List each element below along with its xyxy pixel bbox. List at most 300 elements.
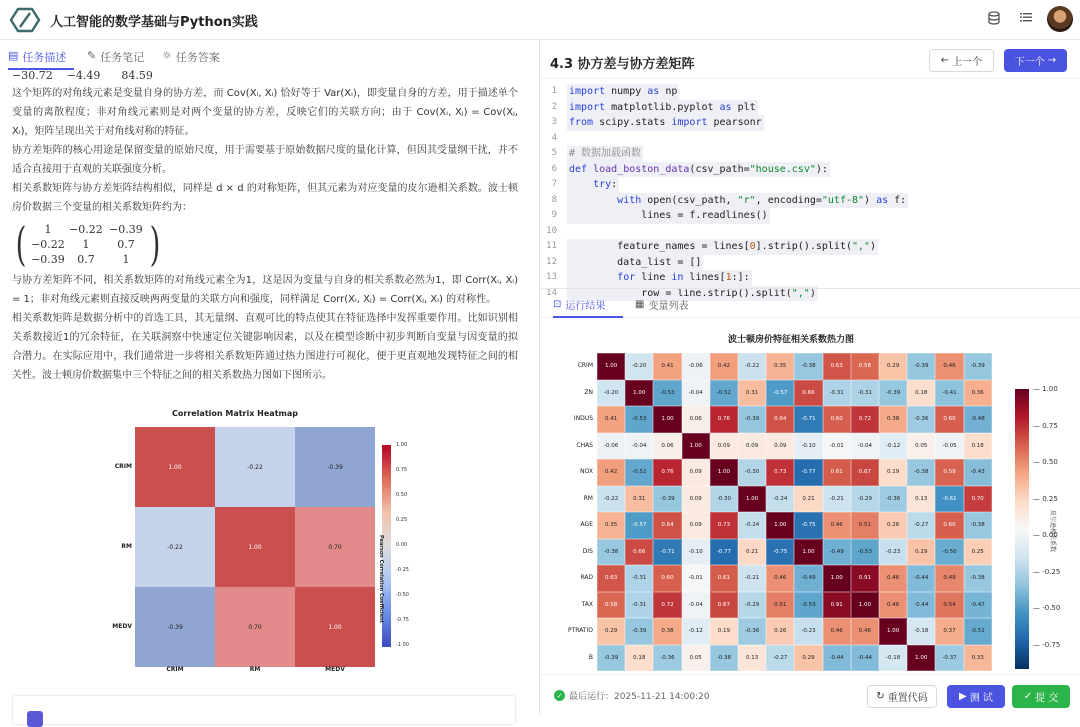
task-description-content: [12, 70, 518, 385]
colorbar-tick: 0.00: [396, 542, 408, 548]
heatmap-cell: -0.22: [135, 507, 215, 587]
paragraph: 相关系数矩阵与协方差矩阵结构相似，同样是 d × d 的对称矩阵，但其元素为对应变量的皮尔逊相关系数。波士顿房价数据三个变量的相关系数矩阵约为：: [12, 183, 518, 213]
next-button[interactable]: [1004, 49, 1067, 72]
reset-code-button[interactable]: [867, 685, 937, 708]
heatmap-cell: -0.36: [653, 645, 681, 672]
heatmap-cell: 0.61: [823, 459, 851, 486]
heatmap-cell: -0.36: [738, 618, 766, 645]
heatmap-cell: -0.39: [625, 618, 653, 645]
heatmap-y-label: CRIM: [114, 463, 132, 470]
heatmap-cell: -0.39: [907, 353, 935, 380]
heatmap-cell: -0.38: [964, 565, 992, 592]
heatmap-cell: 0.09: [738, 433, 766, 460]
heatmap-cell: -0.75: [766, 539, 794, 566]
check-circle-icon: ✓: [554, 690, 565, 701]
heatmap-cell: 0.18: [625, 645, 653, 672]
app-header: [0, 0, 1080, 40]
heatmap-cell: 0.70: [295, 507, 375, 587]
line-number: 5: [551, 148, 557, 158]
code-text: data_list = []: [567, 255, 703, 271]
heatmap-x-label: MEDV: [325, 666, 345, 673]
heatmap-cell: -0.53: [653, 380, 681, 407]
heatmap-cell: -0.18: [879, 645, 907, 672]
heatmap-cell: 0.46: [879, 565, 907, 592]
tab-label: 运行结果: [565, 301, 606, 312]
colorbar-tick: — -0.50: [1033, 604, 1061, 612]
heatmap-cell: 0.60: [935, 512, 963, 539]
right-heatmap: [567, 353, 991, 671]
code-panel: [541, 40, 1080, 714]
heatmap-cell: 0.13: [738, 645, 766, 672]
heatmap-row-label: INDUS: [573, 415, 593, 422]
tab-label: 变量列表: [648, 301, 689, 312]
heatmap-cell: 1.00: [823, 565, 851, 592]
heatmap-cell: -0.77: [794, 459, 822, 486]
last-run-status: [554, 689, 710, 702]
heatmap-cell: -0.77: [710, 539, 738, 566]
heatmap-cell: 0.60: [823, 406, 851, 433]
heatmap-cell: -0.04: [625, 433, 653, 460]
heatmap-cell: 0.63: [597, 565, 625, 592]
heatmap-cell: -0.52: [625, 459, 653, 486]
arrow-right-icon: →: [1047, 55, 1057, 66]
app-title: 人工智能的数学基础与Python实践: [50, 15, 258, 30]
heatmap-row-label: CRIM: [577, 362, 593, 369]
heatmap-cell: 0.37: [935, 618, 963, 645]
line-number: 2: [551, 101, 557, 112]
heatmap-cell: 0.73: [710, 512, 738, 539]
heatmap-cell: 0.51: [766, 592, 794, 619]
colorbar-tick: 0.50: [396, 492, 408, 498]
heatmap-cell: -0.06: [682, 353, 710, 380]
colorbar-tick: 0.75: [396, 467, 408, 473]
heatmap-cell: -0.39: [964, 353, 992, 380]
card-icon: [27, 711, 43, 727]
heatmap-cell: -0.31: [823, 380, 851, 407]
test-label: 测 试: [969, 693, 993, 704]
heatmap-cell: 1.00: [295, 587, 375, 667]
terminal-icon: ⊡: [553, 299, 562, 310]
heatmap-cell: -0.49: [794, 565, 822, 592]
heatmap-cell: 0.66: [794, 380, 822, 407]
arrow-left-icon: ←: [940, 55, 950, 66]
line-number: 4: [551, 132, 557, 143]
heatmap-cell: -0.49: [823, 539, 851, 566]
heatmap-cell: 1.00: [766, 512, 794, 539]
heatmap-cell: 0.46: [935, 353, 963, 380]
heatmap-cell: 0.91: [851, 565, 879, 592]
submit-button[interactable]: [1012, 685, 1070, 708]
heatmap-cell: -0.23: [794, 618, 822, 645]
code-text: lines = f.readlines(): [567, 208, 770, 224]
heatmap-cell: 0.67: [710, 592, 738, 619]
heatmap-cell: 0.66: [625, 539, 653, 566]
heatmap-cell: 0.72: [851, 406, 879, 433]
heatmap-cell: 0.38: [879, 406, 907, 433]
heatmap-cell: 0.09: [766, 433, 794, 460]
paragraph: 协方差矩阵的核心用途是保留变量的原始尺度，用于需要基于原始数据尺度的量化计算，但因其受量纲干扰，并不适合直接用于直观的关联强度分析。: [12, 145, 518, 175]
colorbar-tick: 0.25: [396, 517, 408, 523]
heatmap-cell: 0.18: [964, 433, 992, 460]
heatmap-cell: 1.00: [907, 645, 935, 672]
heatmap-cell: 0.67: [851, 459, 879, 486]
heatmap-cell: -0.12: [682, 618, 710, 645]
heatmap-cell: 0.29: [879, 353, 907, 380]
heatmap-cell: 0.31: [738, 380, 766, 407]
active-tab-indicator: [553, 316, 623, 318]
paragraph: 与协方差矩阵不同，相关系数矩阵的对角线元素全为1，这是因为变量与自身的相关系数必然为1，即 Corr(Xᵢ, Xᵢ) = 1；非对角线元素则直接反映两两变量的关联方向和强度，同样满足 Corr(Xᵢ, Xⱼ) = Corr(Xⱼ, Xᵢ) 的对称性。: [12, 275, 518, 305]
heatmap-cell: 0.13: [907, 486, 935, 513]
heatmap-cell: 0.05: [907, 433, 935, 460]
heatmap-cell: 0.41: [653, 353, 681, 380]
tab-label: 任务笔记: [100, 51, 145, 64]
right-heatmap-title: 波士顿房价特征相关系数热力图: [727, 335, 854, 345]
heatmap-cell: -0.29: [851, 486, 879, 513]
code-line: [541, 239, 1080, 255]
heatmap-cell: 0.63: [823, 353, 851, 380]
code-line: [541, 100, 1080, 116]
colorbar-tick: — 1.00: [1033, 385, 1058, 393]
heatmap-cell: 0.42: [710, 353, 738, 380]
heatmap-row-label: B: [588, 653, 593, 661]
heatmap-cell: -0.52: [710, 380, 738, 407]
heatmap-cell: -0.30: [738, 459, 766, 486]
heatmap-cell: -0.12: [879, 433, 907, 460]
heatmap-cell: -0.04: [682, 592, 710, 619]
heatmap-row-label: ZN: [584, 388, 593, 396]
heatmap-cell: -0.21: [823, 486, 851, 513]
heatmap-cell: 0.46: [879, 592, 907, 619]
heatmap-cell: 0.38: [653, 618, 681, 645]
play-icon: ▶: [959, 691, 967, 702]
heatmap-cell: -0.71: [794, 406, 822, 433]
heatmap-cell: 0.46: [851, 618, 879, 645]
left-heatmap-colorbar-label: Pearson Correlation Coefficient: [378, 535, 384, 624]
heatmap-cell: -0.05: [935, 433, 963, 460]
heatmap-cell: 0.61: [710, 565, 738, 592]
heatmap-cell: 0.25: [964, 539, 992, 566]
heatmap-cell: -0.44: [823, 645, 851, 672]
colorbar-tick: — 0.00: [1033, 531, 1058, 539]
matrix-cell: 0.7: [117, 237, 135, 251]
heatmap-cell: 0.09: [682, 512, 710, 539]
heatmap-cell: -0.04: [851, 433, 879, 460]
code-text: from scipy.stats import pearsonr: [567, 115, 764, 131]
heatmap-cell: 0.49: [935, 565, 963, 592]
section-title: 4.3 协方差与协方差矩阵: [550, 57, 695, 72]
heatmap-cell: 0.29: [794, 645, 822, 672]
heatmap-cell: -0.48: [964, 406, 992, 433]
heatmap-cell: 0.60: [653, 565, 681, 592]
tab-variable-list[interactable]: [635, 297, 688, 312]
heatmap-cell: 0.76: [710, 406, 738, 433]
heatmap-cell: 0.46: [766, 565, 794, 592]
tab-label: 任务描述: [22, 51, 67, 64]
heatmap-cell: 0.09: [682, 459, 710, 486]
matrix-cell: 1: [44, 222, 52, 236]
right-colorbar-label: 皮尔逊相关系数: [1049, 510, 1056, 553]
code-line: [541, 146, 1080, 162]
tab-run-result[interactable]: [553, 297, 605, 312]
heatmap-y-label: RM: [121, 543, 132, 550]
matrix-cell: −0.39: [109, 222, 143, 236]
heatmap-cell: -0.31: [625, 592, 653, 619]
next-label: 下一个: [1014, 57, 1045, 68]
database-icon[interactable]: [987, 11, 1001, 27]
code-text: feature_names = lines[0].strip().split(","): [567, 239, 878, 255]
heatmap-cell: -0.31: [851, 380, 879, 407]
heatmap-cell: 0.60: [935, 406, 963, 433]
line-number: 11: [546, 241, 557, 251]
previous-label: 上一个: [952, 57, 983, 68]
matrix-cell: 0.7: [77, 252, 95, 266]
colorbar-tick: — 0.25: [1033, 494, 1058, 503]
matrix-bracket-right: ): [149, 217, 161, 271]
heatmap-row-label: RM: [583, 494, 593, 502]
heatmap-cell: 0.59: [935, 459, 963, 486]
heatmap-cell: -0.06: [597, 433, 625, 460]
line-number: 1: [551, 86, 557, 96]
heatmap-cell: -0.04: [682, 380, 710, 407]
heatmap-cell: 1.00: [653, 406, 681, 433]
last-run-text: 最后运行：2025-11-21 14:00:20: [569, 692, 710, 702]
heatmap-cell: 0.29: [907, 539, 935, 566]
heatmap-cell: -0.39: [738, 406, 766, 433]
heatmap-cell: 0.26: [766, 618, 794, 645]
matrix-cell: −0.39: [31, 252, 65, 266]
heatmap-cell: 0.64: [766, 406, 794, 433]
heatmap-cell: -0.39: [653, 486, 681, 513]
heatmap-row-label: AGE: [580, 521, 593, 528]
heatmap-cell: -0.27: [766, 645, 794, 672]
code-line: [541, 131, 1080, 147]
line-number: 3: [551, 117, 557, 127]
heatmap-cell: -0.21: [738, 565, 766, 592]
code-text: for line in lines[1:]:: [567, 270, 752, 286]
matrix-cell: 1: [82, 237, 90, 251]
tab-label: 任务答案: [175, 51, 220, 64]
paragraph: 相关系数矩阵是数据分析中的首选工具，其无量纲、直观可比的特点使其在特征选择中发挥重要作用。比如识别相关系数接近1的冗余特征，在关联洞察中快速定位关键影响因素，以及在模型诊断中初步判断自变量与因变量的拟合潜力。在实际应用中，我们通常进一步将相关系数矩阵通过热力图进行可视化，便于更直观地发现特征之间的相关性。波士顿房价数据集中三个特征之间的相关系数热力图如下图所示。: [12, 313, 518, 381]
heatmap-cell: -0.31: [625, 565, 653, 592]
correlation-matrix: [12, 218, 518, 270]
submit-label: 提 交: [1035, 693, 1059, 704]
tab-task-description[interactable]: [8, 40, 74, 70]
tab-task-notes[interactable]: [87, 40, 147, 70]
colorbar-tick: -0.75: [396, 617, 409, 623]
colorbar-tick: 1.00: [396, 442, 408, 448]
matrix-grid: [30, 222, 146, 267]
colorbar-tick: — -0.25: [1033, 567, 1061, 576]
heatmap-cell: -0.01: [823, 433, 851, 460]
task-panel: [0, 40, 540, 714]
heatmap-row-label: RAD: [580, 574, 593, 581]
heatmap-cell: -0.53: [625, 406, 653, 433]
heatmap-cell: -0.71: [653, 539, 681, 566]
heatmap-cell: -0.10: [794, 433, 822, 460]
code-line: [541, 255, 1080, 271]
previous-button[interactable]: [929, 49, 994, 72]
heatmap-cell: -0.43: [964, 459, 992, 486]
line-number: 12: [546, 256, 557, 267]
heatmap-cell: 0.70: [215, 587, 295, 667]
next-card: [12, 695, 516, 725]
heatmap-cell: -0.36: [879, 486, 907, 513]
heatmap-cell: 0.72: [653, 592, 681, 619]
output-tabs: [541, 288, 1080, 318]
heatmap-cell: 0.46: [823, 618, 851, 645]
test-button[interactable]: [947, 685, 1005, 708]
refresh-icon: ↻: [876, 691, 885, 702]
code-text: try:: [567, 177, 619, 193]
heatmap-cell: -0.44: [851, 645, 879, 672]
app-logo-icon[interactable]: [10, 7, 40, 33]
colorbar-tick: — 0.75: [1033, 421, 1058, 430]
heatmap-cell: 0.64: [653, 512, 681, 539]
heatmap-cell: -0.53: [794, 592, 822, 619]
line-number: 8: [551, 194, 557, 205]
code-text: with open(csv_path, "r", encoding="utf-8") as f:: [567, 193, 908, 209]
code-line: [541, 84, 1080, 100]
heatmap-cell: -0.01: [682, 565, 710, 592]
heatmap-cell: -0.57: [766, 380, 794, 407]
colorbar-tick: -0.50: [396, 592, 409, 598]
heatmap-cell: -0.10: [682, 539, 710, 566]
heatmap-cell: 1.00: [794, 539, 822, 566]
heatmap-cell: 0.31: [625, 486, 653, 513]
heatmap-cell: -0.38: [597, 539, 625, 566]
code-line: [541, 162, 1080, 178]
heatmap-cell: 0.21: [794, 486, 822, 513]
code-line: [541, 115, 1080, 131]
heatmap-cell: 0.06: [682, 406, 710, 433]
heatmap-cell: 0.18: [907, 380, 935, 407]
heatmap-cell: -0.20: [597, 380, 625, 407]
heatmap-cell: 0.46: [823, 512, 851, 539]
line-number: 10: [546, 225, 557, 236]
document-icon: ▤: [8, 49, 19, 62]
heatmap-cell: -0.24: [766, 486, 794, 513]
heatmap-cell: -0.39: [597, 645, 625, 672]
heatmap-cell: -0.50: [935, 539, 963, 566]
heatmap-x-label: CRIM: [166, 666, 184, 673]
heatmap-x-label: RM: [249, 666, 261, 673]
left-heatmap-figure: [110, 405, 420, 675]
reset-label: 重置代码: [887, 693, 928, 704]
paragraph: 这个矩阵的对角线元素是变量自身的协方差，而 Cov(Xᵢ, Xᵢ) 恰好等于 Var(Xᵢ)，即变量自身的方差，用于描述单个变量的离散程度；非对角线元素则是对两个变量的协方差，反映它们的关联方向；由于 Cov(Xᵢ, Xⱼ) = Cov(Xⱼ, Xᵢ)，矩阵呈现出关于对角线对称的特征。: [12, 88, 518, 137]
code-text: def load_boston_data(csv_path="house.csv"):: [567, 162, 830, 178]
code-text: row = line.strip().split(","): [567, 286, 818, 302]
heatmap-cell: -0.23: [879, 539, 907, 566]
code-line: [541, 224, 1080, 240]
code-editor[interactable]: [541, 78, 1080, 299]
left-heatmap-title: Correlation Matrix Heatmap: [172, 409, 298, 418]
heatmap-cell: -0.41: [935, 380, 963, 407]
matrix-cell: −0.22: [31, 237, 65, 251]
heatmap-cell: 0.26: [879, 512, 907, 539]
heatmap-cell: -0.22: [597, 486, 625, 513]
heatmap-cell: -0.27: [907, 512, 935, 539]
code-line: [541, 270, 1080, 286]
code-text: import matplotlib.pyplot as plt: [567, 100, 758, 116]
heatmap-cell: 0.09: [710, 433, 738, 460]
heatmap-cell: 0.21: [738, 539, 766, 566]
heatmap-cell: 0.58: [597, 592, 625, 619]
heatmap-cell: -0.39: [295, 427, 375, 507]
line-number: 6: [551, 163, 557, 174]
heatmap-cell: -0.38: [710, 645, 738, 672]
matrix-cell: 1: [122, 252, 130, 266]
heatmap-row-label: TAX: [581, 600, 593, 608]
heatmap-cell: -0.36: [907, 406, 935, 433]
heatmap-cell: 0.42: [597, 459, 625, 486]
heatmap-cell: 0.29: [597, 618, 625, 645]
matrix-cell: −0.22: [69, 222, 103, 236]
code-text: # 数据加载函数: [567, 146, 643, 162]
line-number: 13: [546, 272, 557, 282]
heatmap-cell: -0.18: [907, 618, 935, 645]
heatmap-cell: -0.39: [879, 380, 907, 407]
heatmap-cell: 0.51: [851, 512, 879, 539]
list-icon[interactable]: [1019, 11, 1033, 27]
heatmap-cell: 0.91: [823, 592, 851, 619]
colorbar-tick: — -0.75: [1033, 640, 1061, 649]
heatmap-cell: -0.30: [710, 486, 738, 513]
heatmap-cell: -0.39: [135, 587, 215, 667]
heatmap-cell: 0.70: [964, 486, 992, 513]
heatmap-cell: 0.19: [710, 618, 738, 645]
code-text: import numpy as np: [567, 84, 679, 100]
line-number: 14: [546, 287, 557, 298]
heatmap-cell: 0.19: [879, 459, 907, 486]
heatmap-cell: 0.73: [766, 459, 794, 486]
heatmap-cell: 1.00: [135, 427, 215, 507]
matrix-bracket-left: (: [15, 217, 27, 271]
user-avatar[interactable]: [1047, 6, 1073, 32]
colorbar-tick: — 0.50: [1033, 458, 1058, 466]
heatmap-cell: -0.22: [215, 427, 295, 507]
heatmap-cell: -0.20: [625, 353, 653, 380]
tab-task-answer[interactable]: [162, 40, 222, 70]
lightbulb-icon: ☼: [162, 49, 172, 62]
heatmap-cell: -0.75: [794, 512, 822, 539]
heatmap-cell: -0.57: [625, 512, 653, 539]
heatmap-cell: 0.35: [766, 353, 794, 380]
heatmap-cell: 0.76: [653, 459, 681, 486]
heatmap-cell: -0.38: [964, 512, 992, 539]
heatmap-cell: 1.00: [710, 459, 738, 486]
heatmap-cell: 1.00: [215, 507, 295, 587]
heatmap-cell: -0.51: [964, 618, 992, 645]
heatmap-cell: 0.05: [682, 645, 710, 672]
heatmap-cell: 1.00: [682, 433, 710, 460]
line-number: 7: [551, 179, 557, 189]
heatmap-y-label: MEDV: [112, 623, 132, 630]
heatmap-cell: -0.24: [738, 512, 766, 539]
heatmap-row-label: PTRATIO: [567, 627, 593, 634]
heatmap-cell: 0.41: [597, 406, 625, 433]
heatmap-row-label: CHAS: [576, 441, 593, 449]
check-icon: ✓: [1023, 691, 1033, 702]
code-line: [541, 193, 1080, 209]
line-number: 9: [551, 210, 557, 220]
heatmap-cell: 0.33: [964, 645, 992, 672]
heatmap-cell: -0.44: [907, 565, 935, 592]
heatmap-cell: -0.29: [738, 592, 766, 619]
heatmap-cell: -0.53: [851, 539, 879, 566]
heatmap-row-label: NOX: [580, 468, 593, 475]
code-line: [541, 177, 1080, 193]
heatmap-cell: 1.00: [625, 380, 653, 407]
